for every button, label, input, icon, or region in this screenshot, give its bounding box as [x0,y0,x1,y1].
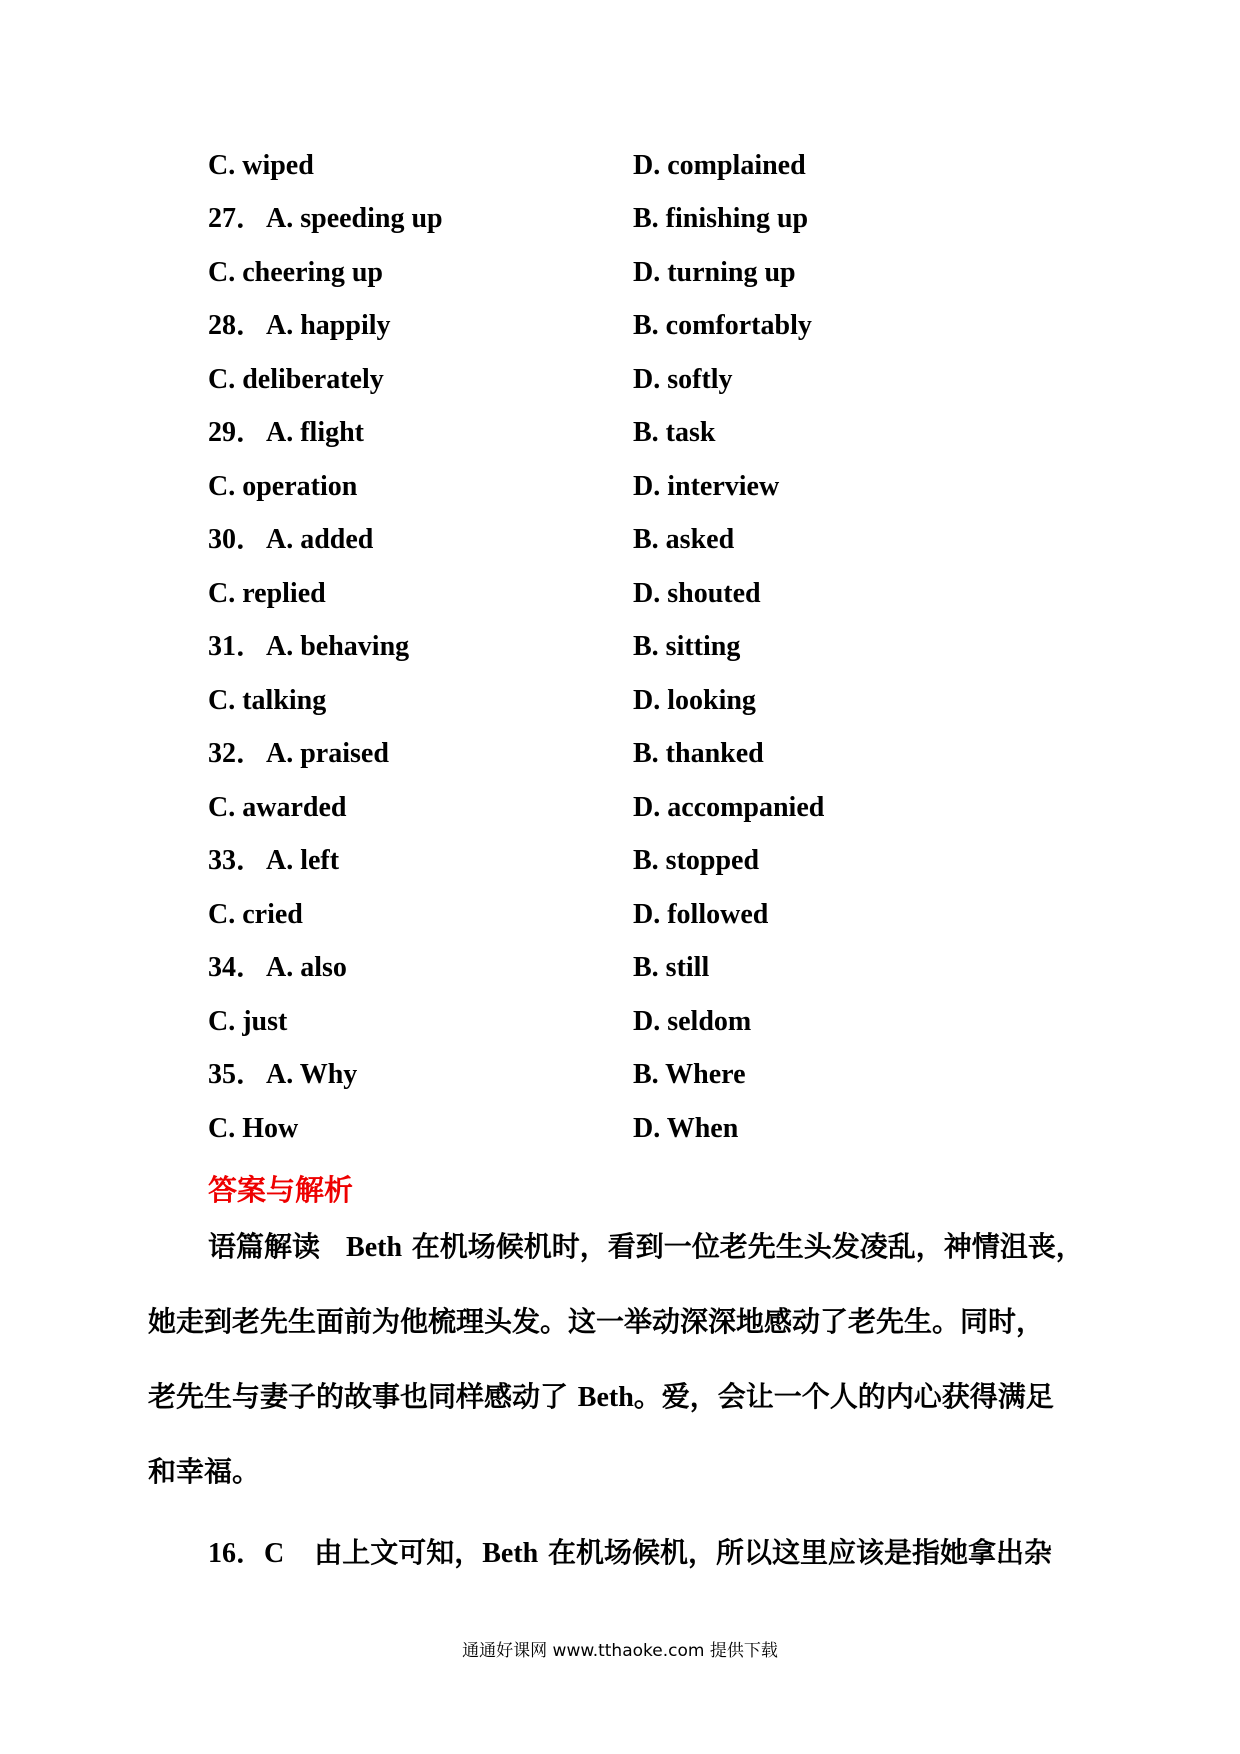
option-right: B. finishing up [633,203,809,234]
option-left: A. behaving [266,631,410,662]
option-right: D. When [633,1113,739,1144]
analysis-text: 老先生与妻子的故事也同样感动了 [148,1380,569,1413]
option-right: B. asked [633,524,735,555]
option-left: A. also [266,952,347,983]
option-left: A. flight [266,417,364,448]
analysis-line-3 [148,1379,1054,1416]
answer-16 [208,1535,1052,1572]
option-right: D. followed [633,899,769,930]
option-left: A. left [266,845,340,876]
option-left: C. operation [208,471,358,502]
option-left: A. Why [266,1059,358,1090]
option-right: D. accompanied [633,792,825,823]
option-left: C. just [208,1006,288,1037]
analysis-line-1 [208,1229,1084,1266]
option-left: C. replied [208,578,326,609]
option-left: A. happily [266,310,391,341]
option-right: D. complained [633,150,806,181]
option-right: D. softly [633,364,733,395]
question-number: 28． [208,310,265,341]
analysis-line-4: 和幸福。 [148,1455,261,1488]
option-right: B. Where [633,1059,746,1090]
option-right: B. task [633,417,716,448]
option-right: B. comfortably [633,310,812,341]
option-left: C. How [208,1113,299,1144]
question-number: 34． [208,952,265,983]
answer-text: 在机场候机，所以这里应该是指她拿出杂 [548,1536,1053,1569]
option-left: A. added [266,524,374,555]
question-number: 29． [208,417,265,448]
analysis-text: 在机场候机时，看到一位老先生头发凌乱，神情沮丧， [411,1230,1084,1263]
option-left: C. awarded [208,792,347,823]
option-right: D. interview [633,471,780,502]
analysis-label: 语篇解读 [208,1230,321,1263]
question-number: 35． [208,1059,265,1090]
option-left: A. praised [266,738,389,769]
option-left: C. cried [208,899,303,930]
option-left: A. speeding up [266,203,443,234]
analysis-text: 。爱，会让一个人的内心获得满足 [633,1380,1054,1413]
answer-text: 由上文可知， [314,1536,483,1569]
option-right: B. stopped [633,845,760,876]
option-right: D. seldom [633,1006,752,1037]
answer-heading: 答案与解析 [208,1173,354,1207]
question-number: 32． [208,738,265,769]
option-right: D. turning up [633,257,796,288]
question-number: 30． [208,524,265,555]
option-left: C. talking [208,685,327,716]
analysis-name: Beth [577,1382,634,1413]
option-right: B. sitting [633,631,741,662]
option-left: C. cheering up [208,257,383,288]
option-right: D. shouted [633,578,761,609]
option-left: C. deliberately [208,364,384,395]
option-left: C. wiped [208,150,314,181]
question-number: 31． [208,631,265,662]
answer-name: Beth [482,1538,539,1569]
option-right: B. still [633,952,710,983]
answer-number: 16．C [208,1538,285,1569]
analysis-line-2: 她走到老先生面前为他梳理头发。这一举动深深地感动了老先生。同时， [148,1305,1045,1338]
question-number: 27． [208,203,265,234]
analysis-name: Beth [346,1232,403,1263]
question-number: 33． [208,845,265,876]
page-footer: 通通好课网 www.tthaoke.com 提供下载 [462,1641,778,1661]
option-right: B. thanked [633,738,764,769]
option-right: D. looking [633,685,756,716]
